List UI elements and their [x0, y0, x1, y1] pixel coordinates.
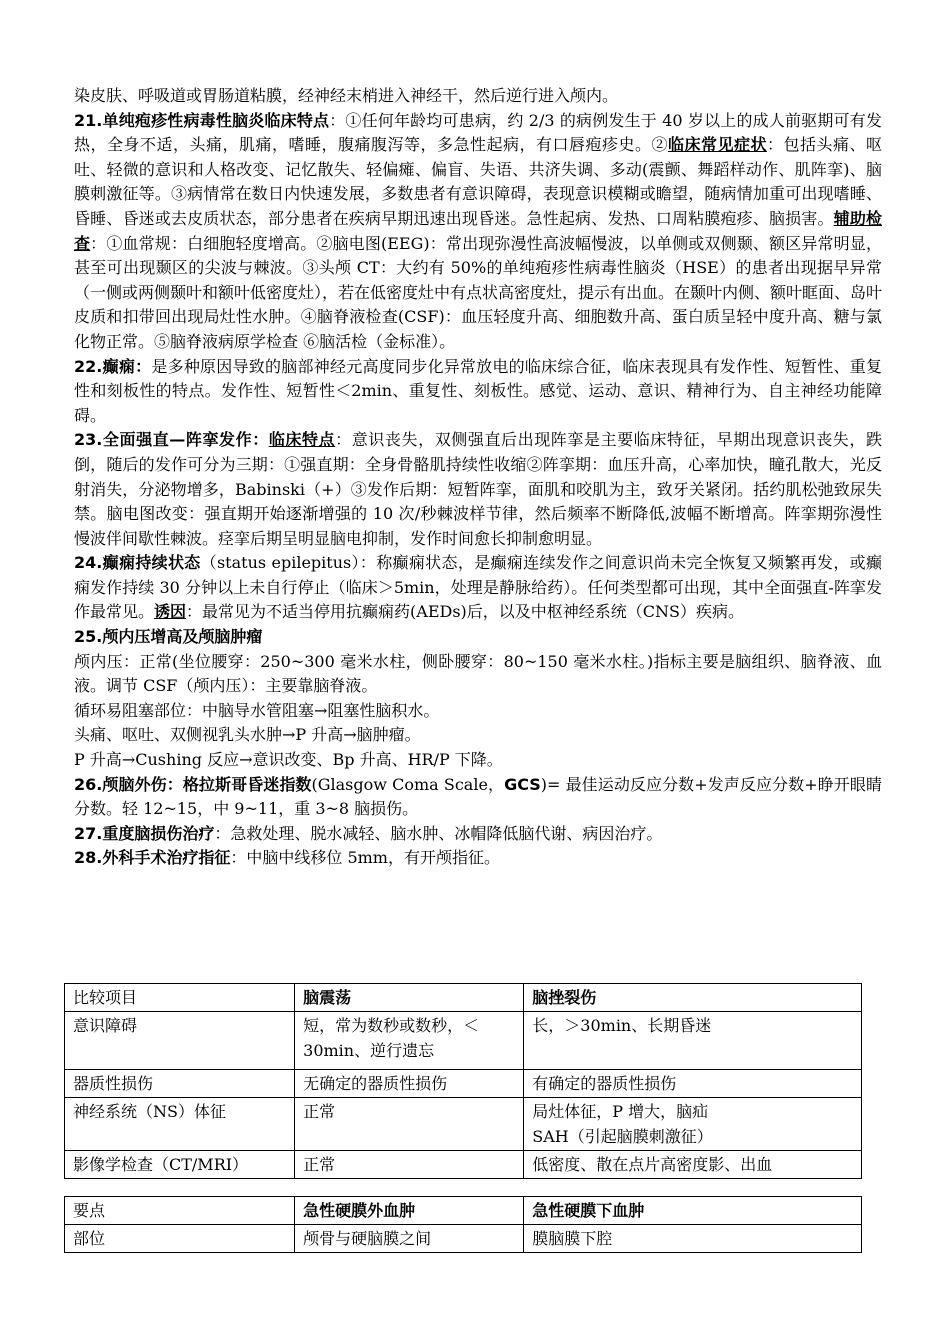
intro-line: 染皮肤、呼吸道或胃肠道粘膜，经神经末梢进入神经干，然后逆行进入颅内。 — [74, 86, 619, 105]
section-26 — [74, 773, 882, 822]
section-24-trigger-label: 诱因 — [154, 602, 187, 622]
table-header-row — [65, 1197, 862, 1225]
section-23-label: 临床特点 — [268, 430, 336, 450]
section-26-gcs: GCS — [504, 774, 541, 794]
table-cell: 长，＞30min、长期昏迷 — [524, 1012, 862, 1070]
table-cell: 低密度、散在点片高密度影、出血 — [524, 1151, 862, 1179]
section-24-title: 24.癫痫持续状态 — [74, 553, 201, 573]
section-28-text: ：中脑中线移位 5mm，有开颅指征。 — [230, 848, 500, 868]
section-26-text-2: )= 最佳运动反应分数+发声反应分数+睁开眼睛分数。轻 12~15，中 9~11，重 3~8 脑损伤。 — [74, 774, 882, 819]
table-header-cell: 要点 — [65, 1197, 295, 1225]
table-cell: 神经系统（NS）体征 — [65, 1098, 295, 1151]
section-22-text: 是多种原因导致的脑部神经元高度同步化异常放电的临床综合征，临床表现具有发作性、短暂性、重复性和刻板性的特点。发作性、短暂性＜2min、重复性、刻板性。感觉、运动、意识、精神行为、自主神经功能障碍。 — [74, 356, 882, 425]
table-row — [65, 1225, 862, 1253]
table-cell-line: SAH（引起脑膜刺激征） — [532, 1127, 713, 1146]
table-cell: 意识障碍 — [65, 1012, 295, 1070]
table-header-cell: 比较项目 — [65, 984, 295, 1012]
section-25-line-1: 颅内压：正常(坐位腰穿：250~300 毫米水柱，侧卧腰穿：80~150 毫米水柱。)指标主要是脑组织、脑脊液、血液。调节 CSF（颅内压）：主要靠脑脊液。 — [74, 651, 882, 696]
table-cell: 短，常为数秒或数秒，＜30min、逆行遗忘 — [295, 1012, 524, 1070]
table-header-cell: 急性硬膜外血肿 — [295, 1197, 524, 1225]
section-27-text: ：急救处理、脱水减轻、脑水肿、冰帽降低脑代谢、病因治疗。 — [214, 823, 663, 843]
hematoma-table — [64, 1196, 862, 1253]
table-header-cell: 脑震荡 — [295, 984, 524, 1012]
section-24-text-1: （status epilepitus）：称癫痫状态，是癫痫连续发作之间意识尚未完全恢复又频繁再发，或癫痫发作持续 30 分钟以上未自行停止（临床＞5min，处理是静脉给药）。任何类型都可出现，其中全面强直-阵挛发作最常见。 — [74, 553, 882, 622]
table-row — [65, 1012, 862, 1070]
section-26-title: 26.颅脑外伤：格拉斯哥昏迷指数 — [74, 774, 312, 794]
section-21-text-2: ：包括头痛、呕吐、轻微的意识和人格改变、记忆散失、轻偏瘫、偏盲、失语、共济失调、多动(震颤、舞蹈样动作、肌阵挛)、脑膜刺激征等。③病情常在数日内快速发展，多数患者有意识障碍，表现意识模糊或瞻望，随病情加重可出现嗜睡、昏睡、昏迷或去皮质状态，部分患者在疾病早期迅速出现昏迷。急性起病、发热、口周粘膜疱疹、脑损害。 — [74, 135, 882, 228]
table-row — [65, 1070, 862, 1098]
table-cell: 膜脑膜下腔 — [524, 1225, 862, 1253]
section-22-title: 22.癫痫： — [74, 356, 152, 376]
section-28-title: 28.外科手术治疗指征 — [74, 848, 231, 868]
section-21 — [74, 109, 882, 355]
table-row — [65, 1151, 862, 1179]
table-cell: 有确定的器质性损伤 — [524, 1070, 862, 1098]
section-25-line-3: 头痛、呕吐、双侧视乳头水肿→P 升高→脑肿瘤。 — [74, 725, 421, 745]
section-21-title: 21.单纯疱疹性病毒性脑炎临床特点 — [74, 110, 330, 130]
table-cell: 部位 — [65, 1225, 295, 1253]
section-23-title: 23.全面强直—阵挛发作： — [74, 430, 269, 450]
section-21-text-3: ：①血常规：白细胞轻度增高。②脑电图(EEG)：常出现弥漫性高波幅慢波，以单侧或双侧颞、额区异常明显，甚至可出现颞区的尖波与棘波。③头颅 CT：大约有 50%的单纯疱疹性病毒性脑炎（HSE）的患者出现据早异常（一侧或两侧颞叶和额叶低密度灶），若在低密度灶中有点状高密度灶，提示有出血。在颞叶内侧、额叶眶面、岛叶皮质和扣带回出现局灶性水肿。④脑脊液检查(CSF)：血压轻度升高、细胞数升高、蛋白质呈轻中度升高、糖与氯化物正常。⑤脑脊液病原学检查 ⑥脑活检（金标准）。 — [74, 233, 883, 351]
concussion-contusion-table — [64, 983, 862, 1179]
table-cell: 颅骨与硬脑膜之间 — [295, 1225, 524, 1253]
table-cell: 正常 — [295, 1151, 524, 1179]
table-cell: 影像学检查（CT/MRI） — [65, 1151, 295, 1179]
section-26-text-1: (Glasgow Coma Scale， — [311, 774, 505, 794]
table-header-cell: 急性硬膜下血肿 — [524, 1197, 862, 1225]
table-cell-line: 局灶体征，P 增大，脑疝 — [532, 1102, 709, 1121]
table-header-cell: 脑挫裂伤 — [524, 984, 862, 1012]
table-cell: 正常 — [295, 1098, 524, 1151]
table-cell: 无确定的器质性损伤 — [295, 1070, 524, 1098]
section-27 — [74, 822, 882, 847]
section-23-text: ：意识丧失，双侧强直后出现阵挛是主要临床特征，早期出现意识丧失，跌倒，随后的发作可分为三期：①强直期：全身骨骼肌持续性收缩②阵挛期：血压升高，心率加快，瞳孔散大，光反射消失，分泌物增多，Babinski（+）③发作后期：短暂阵挛，面肌和咬肌为主，致牙关紧闭。括约肌松弛致尿失禁。脑电图改变：强直期开始逐渐增强的 10 次/秒棘波样节律，然后频率不断降低,波幅不断增高。阵挛期弥漫性慢波伴间歇性棘波。痉挛后期呈明显脑电抑制，发作时间愈长抑制愈明显。 — [74, 430, 882, 548]
section-24-text-2: ：最常见为不适当停用抗癫痫药(AEDs)后，以及中枢神经系统（CNS）疾病。 — [186, 602, 744, 622]
table-row — [65, 1098, 862, 1151]
table-cell — [524, 1098, 862, 1151]
section-21-aux-label: 辅助检查 — [74, 208, 882, 253]
table-header-row — [65, 984, 862, 1012]
section-21-symptoms-label: 临床常见症状 — [667, 135, 767, 155]
section-28 — [74, 846, 882, 871]
section-25-title: 25.颅内压增高及颅脑肿瘤 — [74, 627, 263, 647]
section-27-title: 27.重度脑损伤治疗 — [74, 823, 215, 843]
table-cell: 器质性损伤 — [65, 1070, 295, 1098]
section-21-text-1: ：①任何年龄均可患病，约 2/3 的病例发生于 40 岁以上的成人前驱期可有发热，全身不适，头痛，肌痛，嗜睡，腹痛腹泻等，多急性起病，有口唇疱疹史。② — [74, 110, 882, 155]
section-22 — [74, 355, 882, 429]
section-25-line-4: P 升高→Cushing 反应→意识改变、Bp 升高、HR/P 下降。 — [74, 750, 503, 770]
section-25-line-2: 循环易阻塞部位：中脑导水管阻塞→阻塞性脑积水。 — [74, 700, 440, 720]
section-23 — [74, 428, 882, 551]
body-text — [74, 84, 882, 871]
section-24 — [74, 551, 882, 625]
